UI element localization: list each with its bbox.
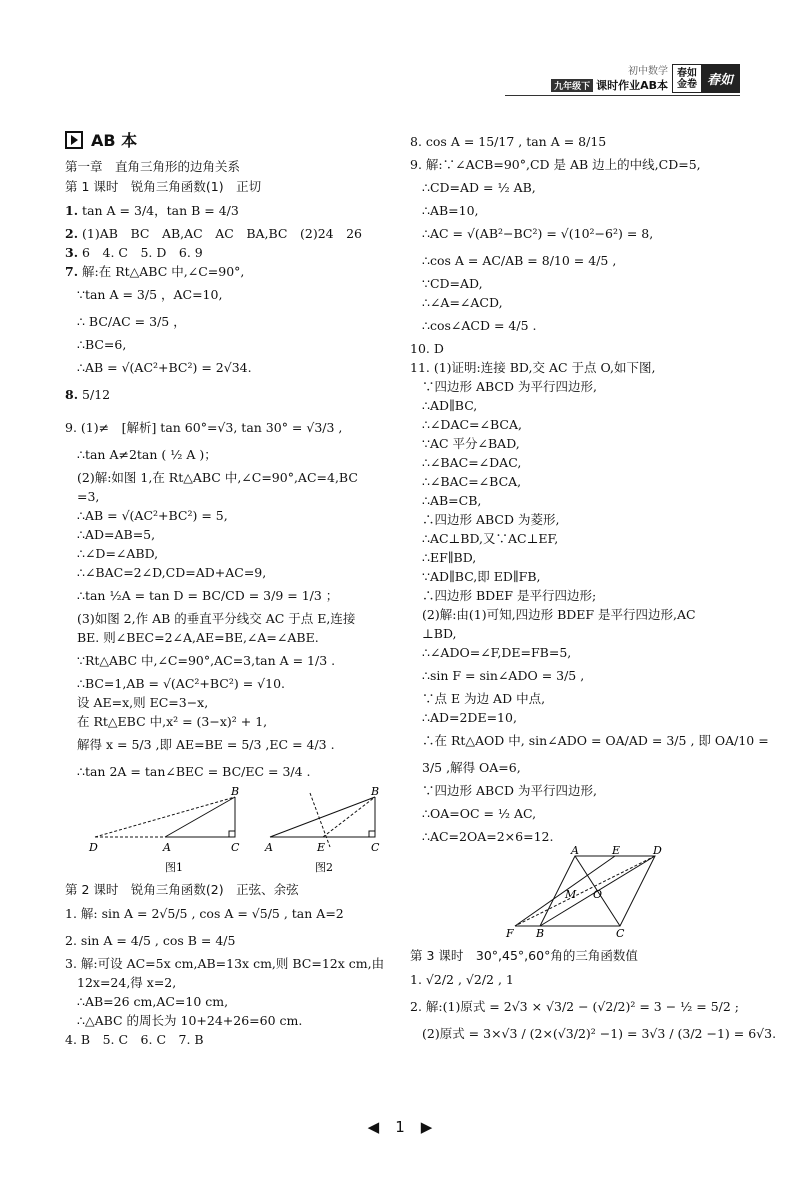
r-line: (2)解:由(1)可知,四边形 BDEF 是平行四边形,AC — [422, 607, 696, 622]
grade-badge: 九年级下 — [551, 79, 593, 92]
r-line: ∴∠A=∠ACD, — [422, 295, 503, 310]
svg-text:B: B — [371, 785, 380, 798]
r-line: ∴sin F = sin∠ADO = 3/5 , — [422, 668, 585, 683]
svg-text:E: E — [317, 841, 326, 854]
svg-text:A: A — [571, 846, 579, 857]
q9-line: 设 AE=x,则 EC=3−x, — [77, 695, 209, 710]
q9-line: ∴∠D=∠ABD, — [77, 546, 159, 561]
svg-text:B: B — [536, 927, 545, 940]
answer-7-line: ∴ BC/AC = 3/5 ， — [77, 314, 186, 329]
q9-line: =3, — [77, 489, 100, 504]
brand-logo — [672, 64, 740, 93]
figure-1 — [88, 785, 240, 874]
figure-2 — [264, 785, 380, 874]
lesson2-line: 2. sin A = 4/5 , cos B = 4/5 — [65, 933, 236, 948]
r-line: ∴AD∥BC, — [422, 398, 478, 413]
lesson3-line: 2. 解:(1)原式 = 2√3 × √3/2 − (√2/2)² = 3 − ½ = 5/2 ; — [410, 999, 740, 1014]
figures-1-2 — [65, 785, 395, 875]
r-line: ∴∠BAC=∠BCA, — [422, 474, 522, 489]
brand-text-2: 金卷 — [676, 78, 697, 90]
r-line: ∴∠DAC=∠BCA, — [422, 417, 522, 432]
svg-text:C: C — [231, 841, 240, 854]
q9-line: ∴tan A≠2tan ( ½ A )； — [77, 447, 217, 462]
svg-text:C: C — [371, 841, 380, 854]
r-line: ∵AD∥BC,即 ED∥FB, — [422, 569, 541, 584]
left-column — [65, 128, 395, 1049]
q9-line: ∴tan 2A = tan∠BEC = BC/EC = 3/4 . — [77, 764, 311, 779]
svg-text:A: A — [265, 841, 273, 854]
r-line: ∴AB=10, — [422, 203, 479, 218]
r-line: ∴四边形 ABCD 为菱形, — [422, 512, 560, 527]
q9-line: ∴AB = √(AC²+BC²) = 5, — [77, 508, 228, 523]
svg-text:图2: 图2 — [315, 861, 333, 874]
header-block — [551, 62, 740, 93]
section-title: AB 本 — [65, 128, 395, 151]
q9-line: 解得 x = 5/3 ,即 AE=BE = 5/3 ,EC = 4/3 . — [77, 737, 335, 752]
r-line: ∵四边形 ABCD 为平行四边形, — [422, 379, 597, 394]
q9-line: (3)如图 2,作 AB 的垂直平分线交 AC 于点 E,连接 — [77, 611, 356, 626]
svg-text:B: B — [231, 785, 240, 798]
r-line: ∴AB=CB, — [422, 493, 482, 508]
svg-text:A: A — [163, 841, 171, 854]
answer-1: 1. tan A = 3/4，tan B = 4/3 — [65, 203, 239, 218]
answer-2: 2. (1)AB BC AB,AC AC BA,BC (2)24 26 — [65, 226, 363, 241]
answer-7-line: ∵tan A = 3/5 ，AC=10, — [77, 287, 223, 302]
answer-7-line: ∴BC=6, — [77, 337, 127, 352]
q9-line: ∴AD=AB=5, — [77, 527, 156, 542]
r-line: ∵点 E 为边 AD 中点, — [422, 691, 546, 706]
q9-line: 9. (1)≠ [解析] tan 60°=√3, tan 30° = √3/3 , — [65, 420, 343, 435]
r-line: ∴CD=AD = ½ AB, — [422, 180, 536, 195]
r-line: ∴AC=2OA=2×6=12. — [422, 829, 554, 844]
header-subject: 初中数学 — [627, 66, 668, 77]
r-line: 3/5 ,解得 OA=6, — [422, 760, 521, 775]
series-name: 课时作业AB本 — [596, 79, 668, 92]
r-line: ∵CD=AD, — [422, 276, 483, 291]
lesson3-line: 1. √2/2 , √2/2 , 1 — [410, 972, 514, 987]
lesson1-heading: 第 1 课时 锐角三角函数(1) 正切 — [65, 179, 262, 194]
r-line: ∴EF∥BD, — [422, 550, 477, 565]
r-line: 8. cos A = 15/17 , tan A = 8/15 — [410, 134, 607, 149]
r-line: ∵AC 平分∠BAD, — [422, 436, 520, 451]
r-line: ∴AC = √(AB²−BC²) = √(10²−6²) = 8, — [422, 226, 654, 241]
r-line: ∵四边形 ABCD 为平行四边形, — [422, 783, 597, 798]
page-number: ◀ 1 ▶ — [367, 1118, 433, 1136]
r-line: ∴∠ADO=∠F,DE=FB=5, — [422, 645, 572, 660]
lesson2-line: ∴△ABC 的周长为 10+24+26=60 cm. — [77, 1013, 303, 1028]
r-line: 10. D — [410, 341, 444, 356]
right-column — [410, 128, 777, 1047]
r-line: ∴∠BAC=∠DAC, — [422, 455, 522, 470]
lesson2-line: 3. 解:可设 AC=5x cm,AB=13x cm,则 BC=12x cm,由 — [65, 956, 385, 971]
r-line: ∴cos∠ACD = 4/5 . — [422, 318, 537, 333]
lesson2-line: ∴AB=26 cm,AC=10 cm, — [77, 994, 229, 1009]
lesson2-heading: 第 2 课时 锐角三角函数(2) 正弦、余弦 — [65, 882, 299, 897]
q9-line: ∴BC=1,AB = √(AC²+BC²) = √10. — [77, 676, 286, 691]
svg-text:F: F — [506, 927, 514, 940]
brand-calligraphy: 春如 — [701, 65, 739, 92]
svg-text:C: C — [616, 927, 625, 940]
r-line: 11. (1)证明:连接 BD,交 AC 于点 O,如下图, — [410, 360, 656, 375]
r-line: ∴AD=2DE=10, — [422, 710, 517, 725]
answer-8: 8. 5/12 — [65, 387, 111, 402]
prev-triangle-icon: ◀ — [367, 1118, 380, 1136]
svg-text:M: M — [565, 888, 577, 901]
r-line: ⊥BD, — [422, 626, 457, 641]
lesson2-line: 1. 解: sin A = 2√5/5 , cos A = √5/5 , tan A=2 — [65, 906, 344, 921]
q9-line: ∴∠BAC=2∠D,CD=AD+AC=9, — [77, 565, 267, 580]
answer-3: 3. 6 4. C 5. D 6. 9 — [65, 245, 203, 260]
r-line: ∴OA=OC = ½ AC, — [422, 806, 537, 821]
svg-text:D: D — [89, 841, 98, 854]
svg-text:O: O — [593, 888, 603, 901]
play-icon — [65, 131, 83, 149]
r-line: 9. 解:∵∠ACB=90°,CD 是 AB 边上的中线,CD=5, — [410, 157, 701, 172]
next-triangle-icon: ▶ — [420, 1118, 433, 1136]
lesson3-heading: 第 3 课时 30°,45°,60°角的三角函数值 — [410, 948, 638, 963]
q9-line: ∵Rt△ABC 中,∠C=90°,AC=3,tan A = 1/3 . — [77, 653, 336, 668]
svg-text:图1: 图1 — [165, 861, 183, 874]
q9-line: BE. 则∠BEC=2∠A,AE=BE,∠A=∠ABE. — [77, 630, 319, 645]
svg-text:E: E — [612, 846, 621, 857]
chapter-heading: 第一章 直角三角形的边角关系 — [65, 159, 241, 174]
q9-line: (2)解:如图 1,在 Rt△ABC 中,∠C=90°,AC=4,BC — [77, 470, 358, 485]
lesson2-line: 4. B 5. C 6. C 7. B — [65, 1032, 204, 1047]
lesson2-line: 12x=24,得 x=2, — [77, 975, 177, 990]
r-line: ∴AC⊥BD,又∵AC⊥EF, — [422, 531, 559, 546]
header-divider — [505, 95, 740, 96]
r-line: ∴四边形 BDEF 是平行四边形; — [422, 588, 597, 603]
brand-text-1: 春如 — [676, 67, 697, 79]
answer-7: 7. 解:在 Rt△ABC 中,∠C=90°, — [65, 264, 245, 279]
lesson3-line: (2)原式 = 3×√3 / (2×(√3/2)² −1) = 3√3 / (3/2 −1) = 6√3. — [422, 1026, 777, 1041]
r-line: ∴cos A = AC/AB = 8/10 = 4/5 , — [422, 253, 617, 268]
answer-7-line: ∴AB = √(AC²+BC²) = 2√34. — [77, 360, 252, 375]
r-line: ∴在 Rt△AOD 中, sin∠ADO = OA/AD = 3/5 , 即 OA/10 = — [422, 733, 769, 748]
figure-rhombus — [410, 846, 740, 941]
q9-line: ∴tan ½A = tan D = BC/CD = 3/9 = 1/3 ； — [77, 588, 339, 603]
q9-line: 在 Rt△EBC 中,x² = (3−x)² + 1, — [77, 714, 268, 729]
svg-text:D: D — [653, 846, 662, 857]
